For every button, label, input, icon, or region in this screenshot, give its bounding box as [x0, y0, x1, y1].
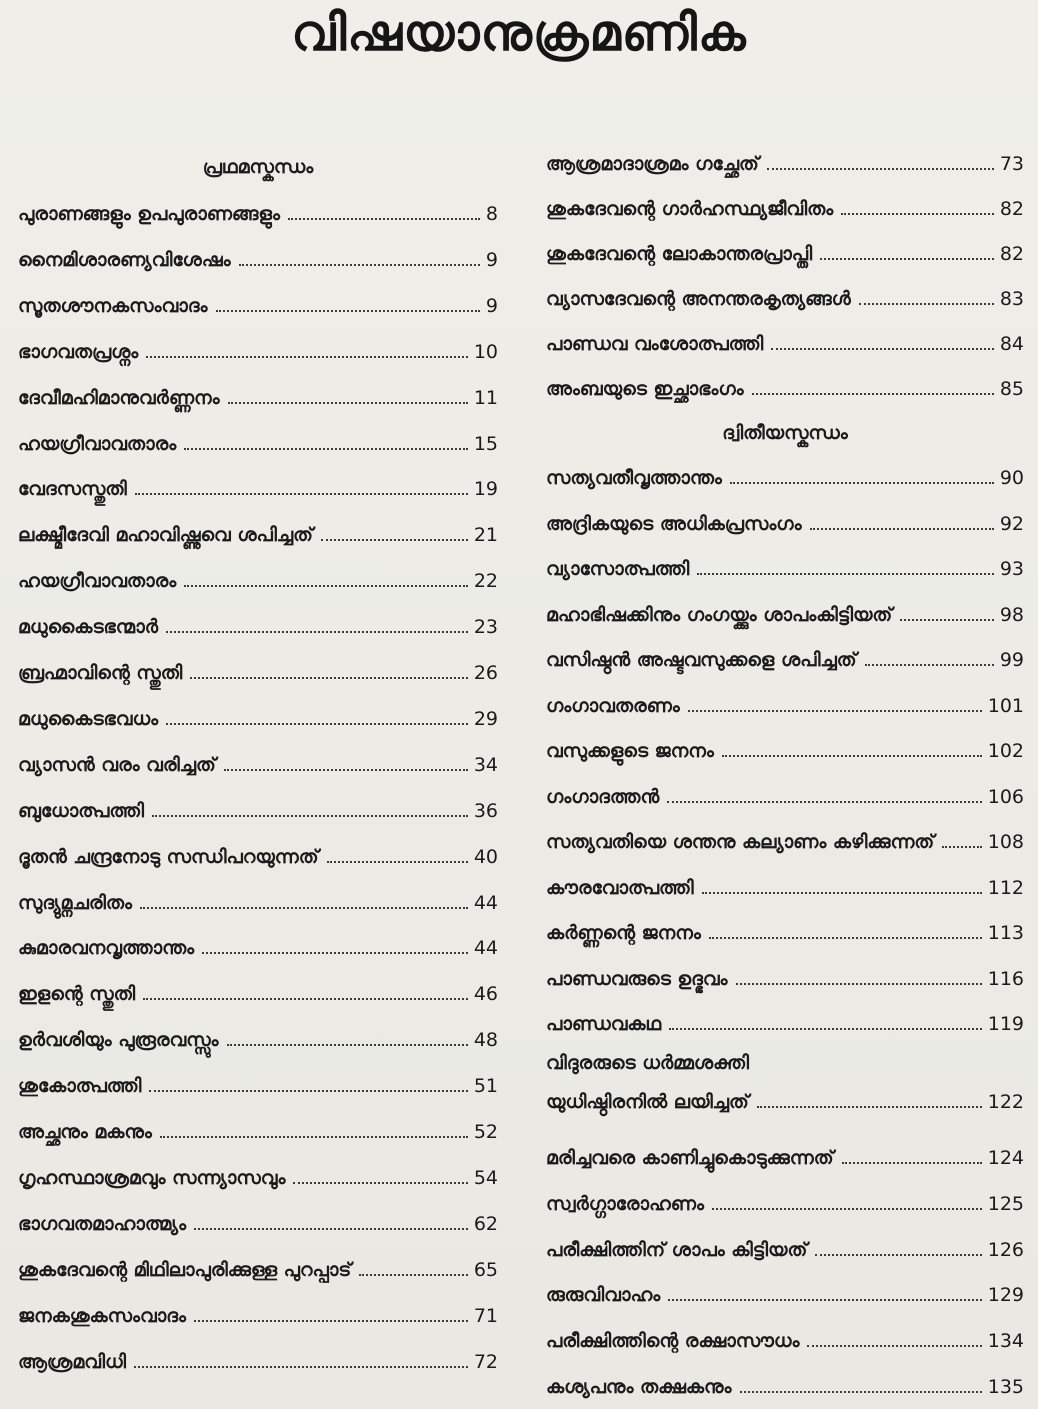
toc-entry: [546, 957, 1024, 991]
toc-entry-title: ഭാഗവതമാഹാത്മ്യം: [18, 1213, 187, 1235]
dot-leader: [359, 1274, 468, 1276]
dot-leader: [900, 619, 994, 621]
toc-entry-page-number: 83: [999, 288, 1024, 310]
toc-entry-page-number: 112: [987, 877, 1024, 899]
toc-entry-page-number: 19: [473, 478, 498, 500]
dot-leader: [160, 1136, 468, 1138]
dot-leader: [216, 310, 480, 312]
toc-entry: [546, 820, 1024, 854]
dot-leader: [736, 983, 982, 985]
toc-entry: [546, 502, 1024, 536]
toc-entry-title: മധുകൈടഭവധം: [18, 708, 159, 730]
toc-entry: [546, 367, 1024, 401]
toc-entry-page-number: 51: [473, 1075, 498, 1097]
toc-entry-title: വ്യാസോത്പത്തി: [546, 558, 690, 580]
toc-entry-page-number: 23: [473, 616, 498, 638]
toc-entry-title: അദ്രികയുടെ അധികപ്രസംഗം: [546, 513, 802, 535]
toc-entry-title: ഗൃഹസ്ഥാശ്രമവും സന്ന്യാസവും: [18, 1167, 286, 1189]
page-title: വിഷയാനുക്രമണിക: [291, 4, 747, 62]
toc-entry-page-number: 46: [473, 983, 498, 1005]
toc-entry-page-number: 36: [473, 800, 498, 822]
toc-entry-title: പരീക്ഷിത്തിന്റെ രക്ഷാസൗധം: [546, 1330, 800, 1352]
dot-leader: [190, 677, 468, 679]
dot-leader: [140, 907, 468, 909]
toc-entry: [546, 456, 1024, 490]
toc-entry-title: കശ്യപനും തക്ഷകനും: [546, 1376, 732, 1398]
toc-entry-title: മരിച്ചവരെ കാണിച്ചുകൊടുക്കുന്നത്: [546, 1147, 834, 1169]
toc-entry-title-line2: യുധിഷ്ഠിരനിൽ ലയിച്ചത്: [546, 1091, 749, 1113]
dot-leader: [752, 393, 994, 395]
toc-entry-page-number: 134: [987, 1330, 1024, 1352]
dot-leader: [771, 348, 994, 350]
dot-leader: [740, 1391, 982, 1393]
dot-leader: [166, 723, 468, 725]
dot-leader: [730, 482, 994, 484]
toc-entry-title: കൗരവോത്പത്തി: [546, 877, 694, 899]
toc-entry: [18, 881, 498, 915]
toc-entry-title: ശുകദേവന്റെ ഗാർഹസ്ഥ്യജീവിതം: [546, 198, 834, 220]
toc-entry-title: രുരുവിവാഹം: [546, 1284, 661, 1306]
dot-leader: [134, 1366, 468, 1368]
toc-entry-title: സൂതശൗനകസംവാദം: [18, 295, 208, 317]
dot-leader: [194, 1228, 468, 1230]
toc-entry-page-number: 21: [473, 524, 498, 546]
toc-entry-page-number: 44: [473, 937, 498, 959]
toc-entry-title: ബുധോത്പത്തി: [18, 800, 144, 822]
toc-entry-page-number: 113: [987, 922, 1024, 944]
toc-entry-page-number: 29: [473, 708, 498, 730]
toc-entry: [546, 277, 1024, 311]
dot-leader: [810, 528, 994, 530]
toc-entry-title: ആശ്രമാദാശ്രമം ഗച്ഛേത്: [546, 153, 759, 175]
toc-entry: [546, 1182, 1024, 1216]
dot-leader: [722, 755, 982, 757]
toc-entry: [546, 729, 1024, 763]
toc-entry-title: അച്ഛനും മകനും: [18, 1121, 152, 1143]
section-heading-first: പ്രഥമസ്കന്ധം: [202, 156, 314, 178]
dot-leader: [697, 573, 994, 575]
dot-leader: [767, 168, 994, 170]
toc-entry-title: വ്യാസദേവന്റെ അനന്തരകൃത്യങ്ങൾ: [546, 288, 851, 310]
toc-entry: [18, 284, 498, 318]
toc-entry: [18, 972, 498, 1006]
toc-entry-title: ഗംഗാദത്തൻ: [546, 786, 660, 808]
toc-entry: [18, 651, 498, 685]
dot-leader: [202, 952, 468, 954]
toc-entry-page-number: 135: [987, 1376, 1024, 1398]
toc-entry: [18, 559, 498, 593]
toc-entry-title: ഹയഗ്രീവാവതാരം: [18, 570, 177, 592]
toc-entry-page-number: 15: [473, 433, 498, 455]
dot-leader: [668, 1299, 982, 1301]
dot-leader: [859, 303, 994, 305]
toc-entry: [546, 684, 1024, 718]
toc-entry-title: ഹയഗ്രീവാവതാരം: [18, 433, 177, 455]
dot-leader: [942, 846, 981, 848]
section-heading-second: ദ്വിതീയസ്കന്ധം: [722, 422, 848, 444]
toc-entry-title: കുമാരവനവൃത്താന്തം: [18, 937, 195, 959]
dot-leader: [143, 998, 468, 1000]
dot-leader: [702, 892, 982, 894]
toc-entry: [18, 605, 498, 639]
toc-entry: [18, 926, 498, 960]
dot-leader: [146, 356, 468, 358]
toc-entry-title: സുദ്യുമ്നചരിതം: [18, 892, 132, 914]
toc-entry-page-number: 71: [473, 1305, 498, 1327]
toc-entry-page-number: 11: [473, 387, 498, 409]
toc-entry: [546, 1319, 1024, 1353]
dot-leader: [228, 402, 468, 404]
toc-entry-title: ജനകശുകസംവാദം: [18, 1305, 186, 1327]
toc-entry-page-number: 72: [473, 1351, 498, 1373]
toc-entry-title: ഗംഗാവതരണം: [546, 695, 680, 717]
toc-entry: [546, 322, 1024, 356]
toc-entry-title: സ്വർഗ്ഗാരോഹണം: [546, 1193, 704, 1215]
dot-leader: [841, 213, 994, 215]
toc-entry-page-number: 106: [987, 786, 1024, 808]
dot-leader: [321, 539, 468, 541]
toc-entry-title: മഹാഭിഷക്കിനും ഗംഗയ്ക്കും ശാപംകിട്ടിയത്: [546, 604, 893, 626]
dot-leader: [152, 815, 468, 817]
toc-entry-page-number: 54: [473, 1167, 498, 1189]
toc-entry-page-number: 98: [999, 604, 1024, 626]
toc-entry-title: മധുകൈടഭന്മാർ: [18, 616, 159, 638]
toc-entry: [18, 1202, 498, 1236]
dot-leader: [667, 801, 981, 803]
toc-entry: [546, 1136, 1024, 1170]
toc-entry-title: ശുകോത്പത്തി: [18, 1075, 142, 1097]
toc-entry-page-number: 102: [987, 740, 1024, 762]
toc-entry-title: ലക്ഷ്മീദേവി മഹാവിഷ്ണുവെ ശപിച്ചത്: [18, 524, 313, 546]
toc-entry: [546, 866, 1024, 900]
toc-entry-title: പാണ്ഡവ വംശോത്പത്തി: [546, 333, 764, 355]
toc-entry-page-number: 10: [473, 341, 498, 363]
toc-entry: [18, 1248, 498, 1282]
dot-leader: [135, 493, 468, 495]
toc-entry-page-number: 99: [999, 649, 1024, 671]
toc-entry-title: പരീക്ഷിത്തിന് ശാപം കിട്ടിയത്: [546, 1239, 808, 1261]
toc-entry-page-number: 65: [473, 1259, 498, 1281]
toc-entry: [546, 775, 1024, 809]
toc-entry-page-number: 101: [987, 695, 1024, 717]
toc-entry-page-number: 9: [485, 249, 498, 271]
toc-entry: [546, 547, 1024, 581]
toc-entry: [18, 192, 498, 226]
toc-entry-page-number: 125: [987, 1193, 1024, 1215]
toc-entry-title-line1: വിദുരരുടെ ധർമ്മശക്തി: [546, 1052, 749, 1074]
toc-entry-title: അംബയുടെ ഇച്ഛാഭംഗം: [546, 378, 744, 400]
toc-entry-page-number: 22: [473, 570, 498, 592]
toc-entry-page-number: 52: [473, 1121, 498, 1143]
toc-entry: [546, 1365, 1024, 1399]
toc-entry-page-number: 48: [473, 1029, 498, 1051]
toc-entry-page-number: 82: [999, 243, 1024, 265]
dot-leader: [669, 1028, 982, 1030]
toc-entry: [18, 376, 498, 410]
dot-leader: [227, 1044, 468, 1046]
toc-entry-title: പാണ്ഡവകഥ: [546, 1013, 662, 1035]
toc-entry: [18, 697, 498, 731]
toc-entry-title: പുരാണങ്ങളും ഉപപുരാണങ്ങളും: [18, 203, 280, 225]
toc-entry: [546, 593, 1024, 627]
toc-entry: [546, 1273, 1024, 1307]
dot-leader: [712, 1208, 982, 1210]
toc-entry: [18, 238, 498, 272]
toc-entry: [18, 1018, 498, 1052]
dot-leader: [820, 258, 994, 260]
toc-entry-page-number: 8: [485, 203, 498, 225]
toc-entry: [18, 1340, 498, 1374]
toc-entry-page-number: 84: [999, 333, 1024, 355]
toc-entry-title: ഭാഗവതപ്രശ്നം: [18, 341, 139, 363]
toc-entry: [18, 330, 498, 364]
dot-leader: [149, 1090, 467, 1092]
toc-entry-title: ശുകദേവന്റെ ലോകാന്തരപ്രാപ്തി: [546, 243, 813, 265]
toc-entry: [18, 789, 498, 823]
toc-entry-multiline: [546, 1046, 1024, 1114]
toc-entry-page-number: 9: [485, 295, 498, 317]
dot-leader: [166, 631, 468, 633]
dot-leader: [184, 585, 468, 587]
dot-leader: [757, 1106, 982, 1108]
toc-entry: [18, 1064, 498, 1098]
toc-entry: [546, 142, 1024, 176]
dot-leader: [194, 1320, 468, 1322]
dot-leader: [807, 1345, 981, 1347]
toc-entry-page-number: 62: [473, 1213, 498, 1235]
toc-entry-page-number: 44: [473, 892, 498, 914]
toc-entry-page-number: 93: [999, 558, 1024, 580]
toc-entry-page-number: 73: [999, 153, 1024, 175]
toc-entry-page-number: 34: [473, 754, 498, 776]
toc-entry-line2: [546, 1080, 1024, 1114]
toc-entry-page-number: 92: [999, 513, 1024, 535]
dot-leader: [288, 218, 480, 220]
toc-entry-title: പാണ്ഡവരുടെ ഉദ്ഭവം: [546, 968, 728, 990]
toc-entry: [18, 1156, 498, 1190]
toc-entry-title: സത്യവതീവൃത്താന്തം: [546, 467, 722, 489]
toc-entry: [18, 1294, 498, 1328]
dot-leader: [224, 769, 468, 771]
toc-entry-page-number: 85: [999, 378, 1024, 400]
dot-leader: [842, 1162, 982, 1164]
dot-leader: [293, 1182, 467, 1184]
dot-leader: [239, 264, 480, 266]
toc-entry: [546, 1228, 1024, 1262]
toc-entry: [546, 1002, 1024, 1036]
toc-entry-page-number: 119: [987, 1013, 1024, 1035]
toc-entry-page-number: 26: [473, 662, 498, 684]
toc-entry-page-number: 108: [987, 831, 1024, 853]
toc-entry: [546, 187, 1024, 221]
toc-entry-title: ആശ്രമവിധി: [18, 1351, 127, 1373]
dot-leader: [688, 710, 982, 712]
toc-entry-title: ദേവീമഹിമാനുവർണ്ണനം: [18, 387, 220, 409]
toc-entry-page-number: 40: [473, 846, 498, 868]
toc-entry-title: ദൂതൻ ചന്ദ്രനോടു സന്ധിപറയുന്നത്: [18, 846, 319, 868]
toc-entry-title: വസിഷ്ഠൻ അഷ്ടവസുക്കളെ ശപിച്ചത്: [546, 649, 857, 671]
dot-leader: [327, 861, 468, 863]
toc-entry: [18, 467, 498, 501]
dot-leader: [865, 664, 994, 666]
toc-entry-page-number: 126: [987, 1239, 1024, 1261]
toc-entry-page-number: 90: [999, 467, 1024, 489]
toc-entry-title: സത്യവതിയെ ശന്തനു കല്യാണം കഴിക്കുന്നത്: [546, 831, 935, 853]
toc-entry: [18, 743, 498, 777]
toc-entry: [546, 911, 1024, 945]
toc-entry-page-number: 116: [987, 968, 1024, 990]
toc-entry-title: നൈമിശാരണ്യവിശേഷം: [18, 249, 231, 271]
toc-entry-title: വ്യാസൻ വരം വരിച്ചത്: [18, 754, 216, 776]
dot-leader: [184, 448, 468, 450]
toc-entry-title: വേദസസ്തുതി: [18, 478, 127, 500]
toc-entry: [18, 513, 498, 547]
toc-entry-title: ശുകദേവന്റെ മിഥിലാപുരിക്കുള്ള പുറപ്പാട്: [18, 1259, 352, 1281]
toc-entry-title: ബ്രഹ്മാവിന്റെ സ്തുതി: [18, 662, 183, 684]
toc-entry: [18, 835, 498, 869]
toc-entry-page-number: 124: [987, 1147, 1024, 1169]
toc-entry-page-number: 82: [999, 198, 1024, 220]
toc-entry: [18, 1110, 498, 1144]
toc-entry: [546, 232, 1024, 266]
toc-entry-title: വസുക്കളുടെ ജനനം: [546, 740, 714, 762]
toc-entry-title: ഉർവശിയും പുരൂരവസ്സും: [18, 1029, 219, 1051]
toc-entry-title: കർണ്ണന്റെ ജനനം: [546, 922, 701, 944]
toc-entry-title: ഇളന്റെ സ്തുതി: [18, 983, 136, 1005]
dot-leader: [815, 1254, 981, 1256]
toc-entry-page-number: 122: [987, 1091, 1024, 1113]
toc-entry-page-number: 129: [987, 1284, 1024, 1306]
dot-leader: [709, 937, 982, 939]
toc-entry: [18, 422, 498, 456]
toc-entry: [546, 638, 1024, 672]
